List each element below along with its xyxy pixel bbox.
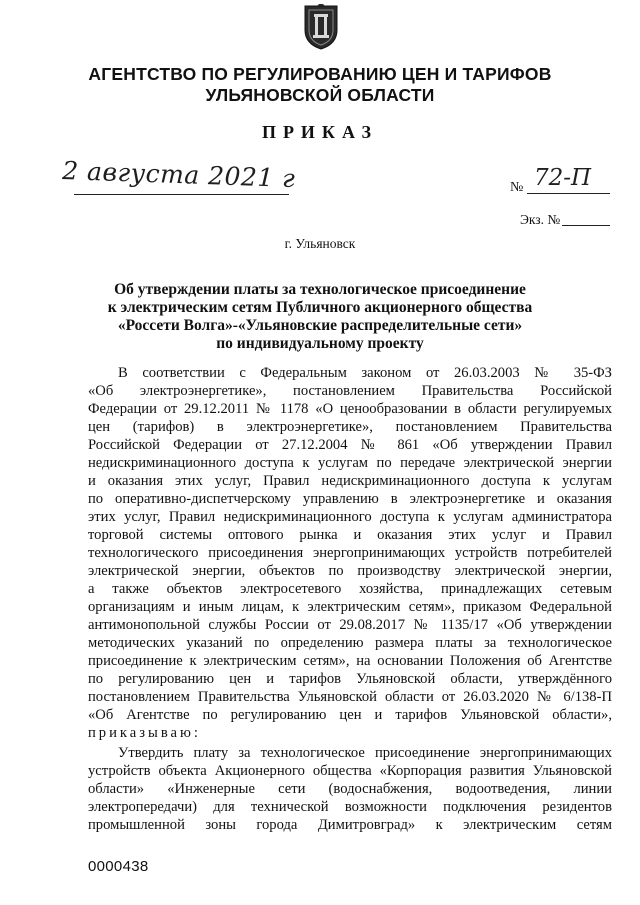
copy-number-underline xyxy=(562,225,610,226)
document-serial-number: 0000438 xyxy=(88,858,149,875)
number-underline xyxy=(527,193,610,194)
document-type-heading: ПРИКАЗ xyxy=(261,122,379,142)
body-text-line: Федерации от 29.12.2011 № 1178 «О ценообразовании в области регулируемых xyxy=(88,401,612,417)
order-title-line: «Россети Волга»-«Ульяновские распределительные сети» xyxy=(117,317,523,334)
order-title-line: по индивидуальному проекту xyxy=(216,335,424,352)
body-text-line: «Об электроэнергетике», постановлением Правительства Российской xyxy=(88,383,612,399)
body-text-line: торговой системы оптового рынка и оказания этих услуг и Правил xyxy=(88,527,612,543)
body-text-line: Российской Федерации от 27.12.2004 № 861 «Об утверждении Правил xyxy=(88,437,612,453)
number-sign: № xyxy=(510,180,524,195)
body-text-line: а также объектов электросетевого хозяйства, принадлежащих сетевым xyxy=(88,581,612,597)
agency-name-line-2: УЛЬЯНОВСКОЙ ОБЛАСТИ xyxy=(205,85,435,105)
body-text-line: электрической энергии, объектов по производству электрической энергии, xyxy=(88,563,612,579)
handwritten-date: 2 августа 2021 г xyxy=(61,155,296,194)
body-text-line: В соответствии с Федеральным законом от 26.03.2003 № 35-ФЗ xyxy=(118,365,612,381)
body-text-line: устройств объекта Акционерного общества «Корпорация развития Ульяновской xyxy=(88,763,612,779)
body-text-line: по регулированию цен и тарифов Ульяновской области, утверждённого xyxy=(88,671,612,687)
date-underline xyxy=(74,194,289,195)
body-text-line: Утвердить плату за технологическое присоединение энергопринимающих xyxy=(118,745,612,761)
body-text-line: постановлением Правительства Ульяновской области от 26.03.2020 № 6/138-П xyxy=(88,689,612,705)
body-text-line: по оперативно-диспетчерскому управлению в электроэнергетике и оказания xyxy=(88,491,612,507)
order-directive-word: приказываю: xyxy=(88,725,201,741)
body-text-line: цен (тарифов) в электроэнергетике», постановлением Правительства xyxy=(88,419,612,435)
body-text-line: области» «Инженерные сети (водоснабжения, водоотведения, линии xyxy=(88,781,612,797)
body-text-line: «Об Агентстве по регулированию цен и тарифов Ульяновской области», xyxy=(88,707,612,723)
coat-of-arms-emblem xyxy=(301,4,341,50)
body-text-line: организациям и иным лицам, к электрическим сетям», приказом Федеральной xyxy=(88,599,612,615)
body-text-line: этих услуг, Правил недискриминационного доступа к услугам администратора xyxy=(88,509,612,525)
order-title-line: к электрическим сетям Публичного акционерного общества xyxy=(107,299,533,316)
body-text-line: методических указаний по определению размера платы за технологическое xyxy=(88,635,612,651)
body-text-line: присоединение к электрическим сетям», на основании Положения об Агентстве xyxy=(88,653,612,669)
body-text-line: электропередачи) для технической возможности подключения резидентов xyxy=(88,799,612,815)
body-text-line: недискриминационного доступа к услугам по передаче электрической энергии xyxy=(88,455,612,471)
body-text-line: промышленной зоны города Димитровград» к электрическим сетям xyxy=(88,817,612,833)
agency-name-line-1: АГЕНТСТВО ПО РЕГУЛИРОВАНИЮ ЦЕН И ТАРИФОВ xyxy=(88,64,552,84)
copy-number-label: Экз. № xyxy=(520,212,561,227)
body-text-line: и оказания этих услуг, Правил недискриминационного доступа к услугам xyxy=(88,473,612,489)
handwritten-order-number: 72-П xyxy=(534,165,592,191)
body-text-line: антимонопольной службы России от 29.08.2017 № 1135/17 «Об утверждении xyxy=(88,617,612,633)
order-title-line: Об утверждении платы за технологическое присоединение xyxy=(114,281,526,298)
city-label: г. Ульяновск xyxy=(284,236,356,251)
body-text-line: технологического присоединения энергопринимающих устройств потребителей xyxy=(88,545,612,561)
